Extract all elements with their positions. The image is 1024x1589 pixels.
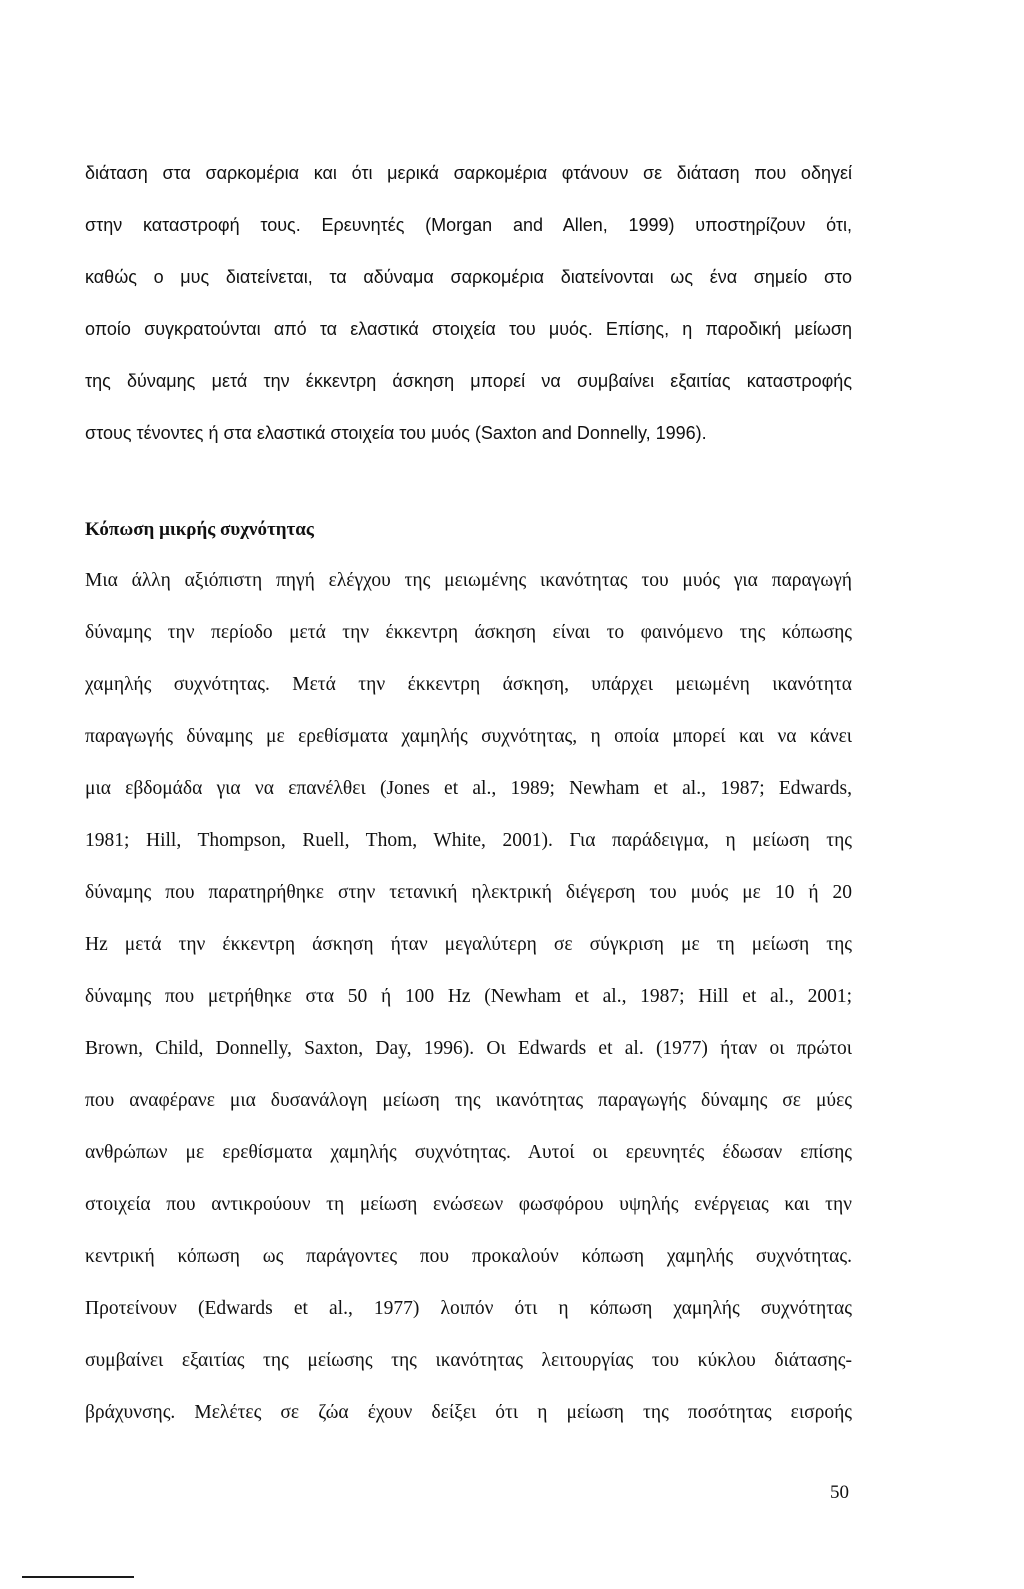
- paragraph-2-line: Μια άλλη αξιόπιστη πηγή ελέγχου της μειωμένης ικανότητας του μυός για παραγωγή: [85, 570, 852, 591]
- section-heading: Κόπωση μικρής συχνότητας: [85, 519, 314, 540]
- paragraph-2-line: μια εβδομάδα για να επανέλθει (Jones et al., 1989; Newham et al., 1987; Edwards,: [85, 778, 852, 799]
- paragraph-1-line: οποίο συγκρατούνται από τα ελαστικά στοιχεία του μυός. Επίσης, η παροδική μείωση: [85, 319, 852, 339]
- paragraph-2-line: Brown, Child, Donnelly, Saxton, Day, 1996). Οι Edwards et al. (1977) ήταν οι πρώτοι: [85, 1038, 852, 1059]
- paragraph-2-line: συμβαίνει εξαιτίας της μείωσης της ικανότητας λειτουργίας του κύκλου διάτασης-: [85, 1350, 852, 1371]
- paragraph-2-line: δύναμης που μετρήθηκε στα 50 ή 100 Hz (Newham et al., 1987; Hill et al., 2001;: [85, 986, 852, 1007]
- paragraph-2-line: χαμηλής συχνότητας. Μετά την έκκεντρη άσκηση, υπάρχει μειωμένη ικανότητα: [85, 674, 852, 695]
- paragraph-2-line: 1981; Hill, Thompson, Ruell, Thom, White, 2001). Για παράδειγμα, η μείωση της: [85, 830, 852, 851]
- paragraph-1-line: της δύναμης μετά την έκκεντρη άσκηση μπορεί να συμβαίνει εξαιτίας καταστροφής: [85, 371, 852, 391]
- paragraph-1-line: καθώς ο μυς διατείνεται, τα αδύναμα σαρκομέρια διατείνονται ως ένα σημείο στο: [85, 267, 852, 287]
- paragraph-1-line: διάταση στα σαρκομέρια και ότι μερικά σαρκομέρια φτάνουν σε διάταση που οδηγεί: [85, 163, 852, 183]
- paragraph-1-line: στην καταστροφή τους. Ερευνητές (Morgan and Allen, 1999) υποστηρίζουν ότι,: [85, 215, 852, 235]
- paragraph-2-line: ανθρώπων με ερεθίσματα χαμηλής συχνότητας. Αυτοί οι ερευνητές έδωσαν επίσης: [85, 1142, 852, 1163]
- paragraph-2-line: κεντρική κόπωση ως παράγοντες που προκαλούν κόπωση χαμηλής συχνότητας.: [85, 1246, 852, 1267]
- paragraph-2-line: Προτείνουν (Edwards et al., 1977) λοιπόν ότι η κόπωση χαμηλής συχνότητας: [85, 1298, 852, 1319]
- paragraph-2-line: βράχυνσης. Μελέτες σε ζώα έχουν δείξει ότι η μείωση της ποσότητας εισροής: [85, 1402, 852, 1423]
- paragraph-2-line: που αναφέρανε μια δυσανάλογη μείωση της ικανότητας παραγωγής δύναμης σε μύες: [85, 1090, 852, 1111]
- paragraph-2-line: παραγωγής δύναμης με ερεθίσματα χαμηλής συχνότητας, η οποία μπορεί και να κάνει: [85, 726, 852, 747]
- paragraph-2-line: Hz μετά την έκκεντρη άσκηση ήταν μεγαλύτερη σε σύγκριση με τη μείωση της: [85, 934, 852, 955]
- paragraph-2-line: δύναμης την περίοδο μετά την έκκεντρη άσκηση είναι το φαινόμενο της κόπωσης: [85, 622, 852, 643]
- footnote-rule: [22, 1576, 134, 1578]
- paragraph-2-line: στοιχεία που αντικρούουν τη μείωση ενώσεων φωσφόρου υψηλής ενέργειας και την: [85, 1194, 852, 1215]
- paragraph-1-line: στους τένοντες ή στα ελαστικά στοιχεία του μυός (Saxton and Donnelly, 1996).: [85, 423, 707, 443]
- page-number: 50: [830, 1482, 849, 1503]
- paragraph-2-line: δύναμης που παρατηρήθηκε στην τετανική ηλεκτρική διέγερση του μυός με 10 ή 20: [85, 882, 852, 903]
